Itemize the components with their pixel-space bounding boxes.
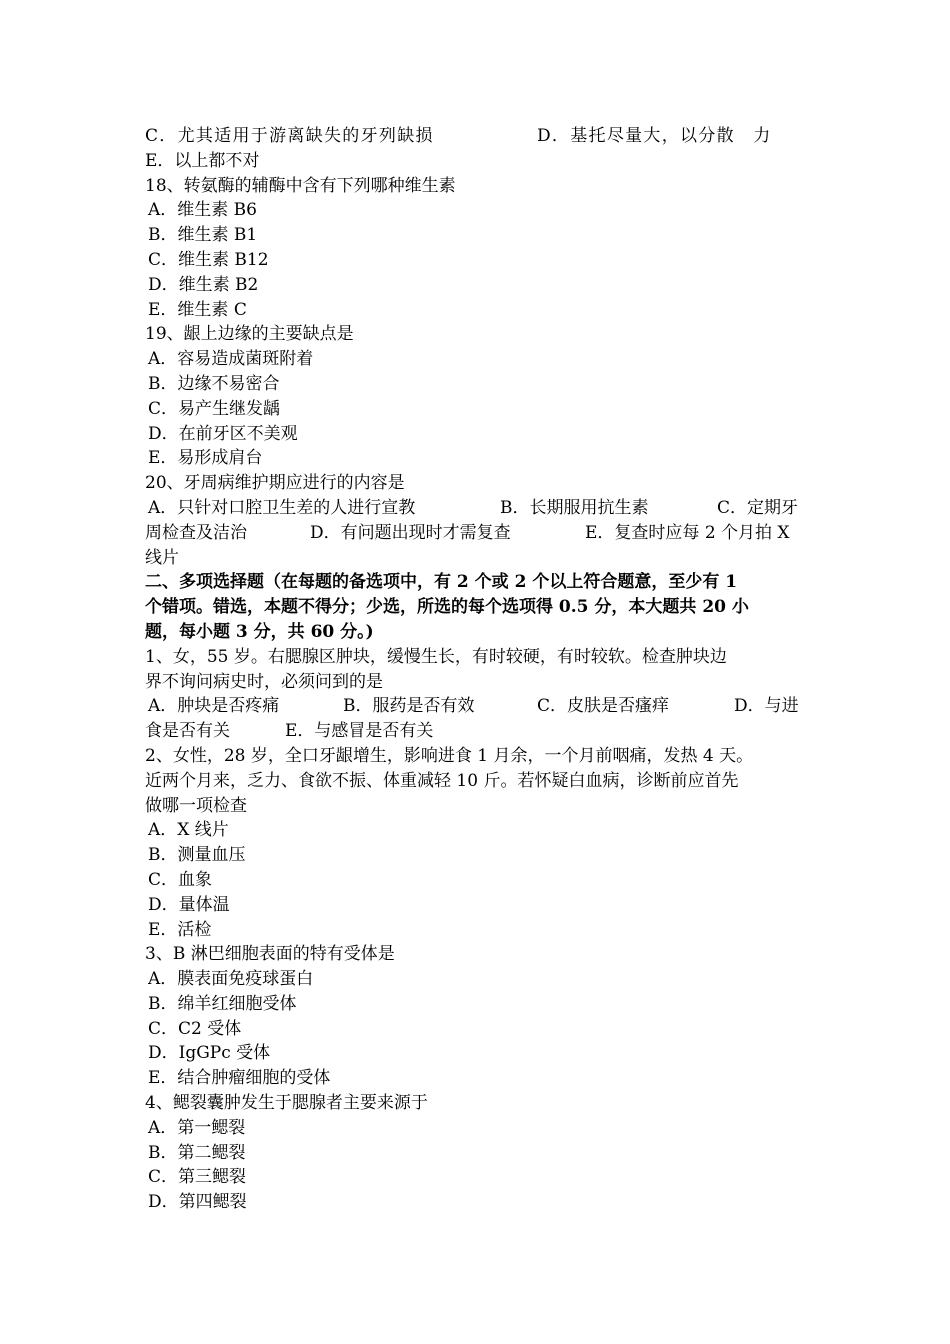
question-20-options-line-2 xyxy=(145,521,807,546)
option-e: E．易形成肩台 xyxy=(148,448,263,469)
multi-question-2-line-3: 做哪一项检查 xyxy=(145,795,247,816)
option-d: D．在前牙区不美观 xyxy=(148,423,298,444)
option-e: E．复查时应每 2 个月拍 X xyxy=(585,522,790,543)
option-a: A．膜表面免疫球蛋白 xyxy=(148,969,314,990)
option-a: A．第一鳃裂 xyxy=(148,1117,246,1138)
option-e: E．以上都不对 xyxy=(145,150,260,171)
option-d: D．与进 xyxy=(734,696,799,717)
option-c: C．C2 受体 xyxy=(148,1018,242,1039)
multi-question-4: 4、鳃裂囊肿发生于腮腺者主要来源于 xyxy=(145,1093,428,1114)
option-b: B．第二鳃裂 xyxy=(148,1142,246,1163)
multi-question-1-options-line-2 xyxy=(145,719,807,744)
section-heading-line-3: 题，每小题 3 分，共 60 分。) xyxy=(145,621,374,642)
option-b: B．绵羊红细胞受体 xyxy=(148,993,297,1014)
option-d: D．IgGPc 受体 xyxy=(148,1043,271,1064)
option-c: C．维生素 B12 xyxy=(148,249,269,270)
option-a: A．肿块是否疼痛 xyxy=(148,696,280,717)
option-c: C．第三鳃裂 xyxy=(148,1167,247,1188)
section-heading-line-1: 二、多项选择题（在每题的备选项中，有 2 个或 2 个以上符合题意，至少有 1 xyxy=(145,572,738,593)
multi-question-2-line-2: 近两个月来，乏力、食欲不振、体重减轻 10 斤。若怀疑白血病，诊断前应首先 xyxy=(145,770,739,791)
option-a: A．容易造成菌斑附着 xyxy=(148,349,314,370)
option-d: D．基托尽量大，以分散 力 xyxy=(537,126,772,146)
option-c: C．定期牙 xyxy=(717,497,799,518)
option-b: B．维生素 B1 xyxy=(148,225,258,246)
option-c: C．血象 xyxy=(148,869,213,890)
option-c: C．皮肤是否瘙痒 xyxy=(537,696,670,717)
option-d: D．有问题出现时才需复查 xyxy=(310,522,511,543)
option-c: C．尤其适用于游离缺失的牙列缺损 xyxy=(145,126,434,146)
multi-question-2-line-1: 2、女性，28 岁，全口牙龈增生，影响进食 1 月余，一个月前咽痛，发热 4 天。 xyxy=(145,745,754,766)
option-c-continued: 周检查及洁治 xyxy=(145,522,247,543)
option-b: B．长期服用抗生素 xyxy=(500,497,649,518)
question-17-options-cd xyxy=(145,124,807,149)
question-20-options-line-1 xyxy=(145,496,807,521)
option-b: B．测量血压 xyxy=(148,845,246,866)
option-e: E．维生素 C xyxy=(148,299,247,320)
multi-question-1-options-line-1 xyxy=(145,694,807,719)
question-20: 20、牙周病维护期应进行的内容是 xyxy=(145,473,405,494)
multi-question-3: 3、B 淋巴细胞表面的特有受体是 xyxy=(145,944,395,965)
option-b: B．服药是否有效 xyxy=(343,696,475,717)
option-d: D．维生素 B2 xyxy=(148,274,259,295)
option-d: D．量体温 xyxy=(148,894,230,915)
section-heading-line-2: 个错项。错选，本题不得分；少选，所选的每个选项得 0.5 分，本大题共 20 小 xyxy=(145,597,749,618)
option-a: A．维生素 B6 xyxy=(148,200,257,221)
option-e: E．与感冒是否有关 xyxy=(285,721,434,742)
document-page xyxy=(145,124,807,1215)
question-19: 19、龈上边缘的主要缺点是 xyxy=(145,324,354,345)
option-e-continued: 线片 xyxy=(145,547,179,568)
option-b: B．边缘不易密合 xyxy=(148,373,280,394)
option-a: A．X 线片 xyxy=(148,820,229,841)
option-e: E．结合肿瘤细胞的受体 xyxy=(148,1068,331,1089)
multi-question-1-line-2: 界不询问病史时，必须问到的是 xyxy=(145,671,383,692)
option-d: D．第四鳃裂 xyxy=(148,1192,247,1213)
option-a: A．只针对口腔卫生差的人进行宣教 xyxy=(148,497,416,518)
option-e: E．活检 xyxy=(148,919,212,940)
option-d-continued: 食是否有关 xyxy=(145,721,230,742)
option-c: C．易产生继发龋 xyxy=(148,398,281,419)
question-18: 18、转氨酶的辅酶中含有下列哪种维生素 xyxy=(145,175,456,196)
multi-question-1-line-1: 1、女，55 岁。右腮腺区肿块，缓慢生长，有时较硬，有时较软。检查肿块边 xyxy=(145,646,727,667)
